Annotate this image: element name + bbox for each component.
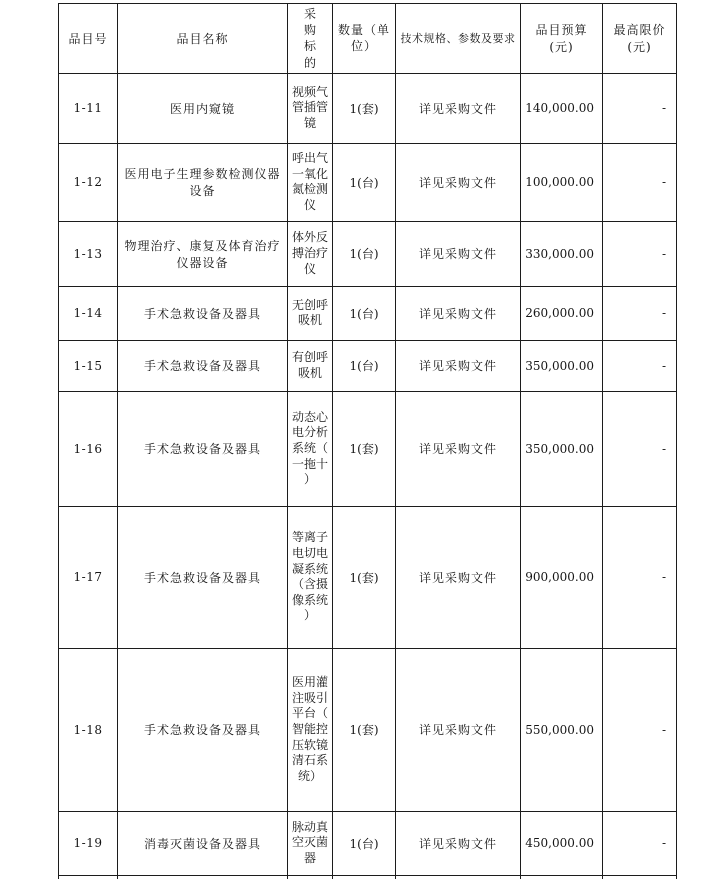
cell-item-id: 1-17: [59, 506, 118, 648]
cell-budget: 100,000.00: [521, 143, 603, 221]
cell-item-name: 物理治疗、康复及体育治疗仪器设备: [118, 221, 288, 286]
header-quantity: [333, 4, 396, 74]
cell-price-cap: -: [603, 286, 677, 340]
cell-specs: 详见采购文件: [396, 221, 521, 286]
cell-quantity: 1(台): [333, 143, 396, 221]
cell-item-name: 医用内窥镜: [118, 73, 288, 143]
table-header: [59, 4, 677, 74]
header-procurement-target-text: 采购标的: [304, 7, 317, 70]
cell-budget: 330,000.00: [521, 221, 603, 286]
cell-quantity: 1(套): [333, 648, 396, 811]
cell-specs: 详见采购文件: [396, 286, 521, 340]
cell-procurement-target: 呼出气一氧化氮检测仪: [288, 143, 333, 221]
cell-procurement-target: 脉动真空灭菌器: [288, 811, 333, 875]
cell-item-name: 手术急救设备及器具: [118, 648, 288, 811]
cell-item-name: 手术急救设备及器具: [118, 286, 288, 340]
cell-specs: 详见采购文件: [396, 811, 521, 875]
cell-budget: 350,000.00: [521, 340, 603, 391]
cell-specs: 详见采购文件: [396, 648, 521, 811]
partial-cell: [333, 875, 396, 879]
header-budget: 品目预算(元): [521, 4, 603, 74]
cell-budget: 140,000.00: [521, 73, 603, 143]
cell-specs: 详见采购文件: [396, 506, 521, 648]
cell-quantity: 1(台): [333, 286, 396, 340]
cell-item-id: 1-12: [59, 143, 118, 221]
table-row: [59, 73, 677, 143]
procurement-table-container: [58, 3, 678, 879]
cell-item-id: 1-11: [59, 73, 118, 143]
cell-price-cap: -: [603, 391, 677, 506]
partial-row: [59, 875, 677, 879]
cell-procurement-target: 等离子电切电凝系统（含摄像系统）: [288, 506, 333, 648]
cell-item-name: 手术急救设备及器具: [118, 391, 288, 506]
cell-price-cap: -: [603, 506, 677, 648]
cell-budget: 900,000.00: [521, 506, 603, 648]
table-row: [59, 391, 677, 506]
header-row: [59, 4, 677, 74]
cell-price-cap: -: [603, 143, 677, 221]
cell-price-cap: -: [603, 73, 677, 143]
cell-specs: 详见采购文件: [396, 391, 521, 506]
cell-quantity: 1(套): [333, 506, 396, 648]
cell-item-name: 手术急救设备及器具: [118, 340, 288, 391]
table-row: [59, 811, 677, 875]
cell-item-name: 医用电子生理参数检测仪器设备: [118, 143, 288, 221]
cell-item-id: 1-18: [59, 648, 118, 811]
cell-procurement-target: 医用灌注吸引平台（智能控压软镜清石系统）: [288, 648, 333, 811]
cell-item-id: 1-16: [59, 391, 118, 506]
cell-item-id: 1-13: [59, 221, 118, 286]
header-item-name: 品目名称: [118, 4, 288, 74]
table-row: [59, 221, 677, 286]
cell-budget: 260,000.00: [521, 286, 603, 340]
cell-quantity: 1(台): [333, 811, 396, 875]
cell-procurement-target: 无创呼吸机: [288, 286, 333, 340]
header-specs: 技术规格、参数及要求: [396, 4, 521, 74]
cell-quantity: 1(套): [333, 391, 396, 506]
cell-specs: 详见采购文件: [396, 143, 521, 221]
cell-price-cap: -: [603, 340, 677, 391]
table-row: [59, 286, 677, 340]
cell-specs: 详见采购文件: [396, 340, 521, 391]
table-row: [59, 143, 677, 221]
header-procurement-target: [288, 4, 333, 74]
header-item-id: 品目号: [59, 4, 118, 74]
cell-quantity: 1(台): [333, 221, 396, 286]
partial-cell: [521, 875, 603, 879]
cell-procurement-target: 体外反搏治疗仪: [288, 221, 333, 286]
cell-quantity: 1(台): [333, 340, 396, 391]
table-body: [59, 73, 677, 875]
cell-item-id: 1-14: [59, 286, 118, 340]
partial-cell: [603, 875, 677, 879]
header-quantity-text: 数量（单位）: [338, 23, 391, 54]
procurement-table: [58, 3, 677, 879]
cell-specs: 详见采购文件: [396, 73, 521, 143]
table-row: [59, 506, 677, 648]
table-row: [59, 648, 677, 811]
cell-price-cap: -: [603, 648, 677, 811]
cell-item-name: 手术急救设备及器具: [118, 506, 288, 648]
table-row: [59, 340, 677, 391]
cell-procurement-target: 动态心电分析系统（一拖十）: [288, 391, 333, 506]
cell-price-cap: -: [603, 221, 677, 286]
cell-budget: 550,000.00: [521, 648, 603, 811]
partial-cell: [59, 875, 118, 879]
cell-price-cap: -: [603, 811, 677, 875]
partial-cell: [118, 875, 288, 879]
cell-quantity: 1(套): [333, 73, 396, 143]
partial-cell: [288, 875, 333, 879]
cell-item-id: 1-19: [59, 811, 118, 875]
header-price-cap: 最高限价(元): [603, 4, 677, 74]
cell-procurement-target: 有创呼吸机: [288, 340, 333, 391]
cell-procurement-target: 视频气管插管镜: [288, 73, 333, 143]
cell-item-id: 1-15: [59, 340, 118, 391]
cell-item-name: 消毒灭菌设备及器具: [118, 811, 288, 875]
partial-cell: [396, 875, 521, 879]
cell-budget: 350,000.00: [521, 391, 603, 506]
cell-budget: 450,000.00: [521, 811, 603, 875]
